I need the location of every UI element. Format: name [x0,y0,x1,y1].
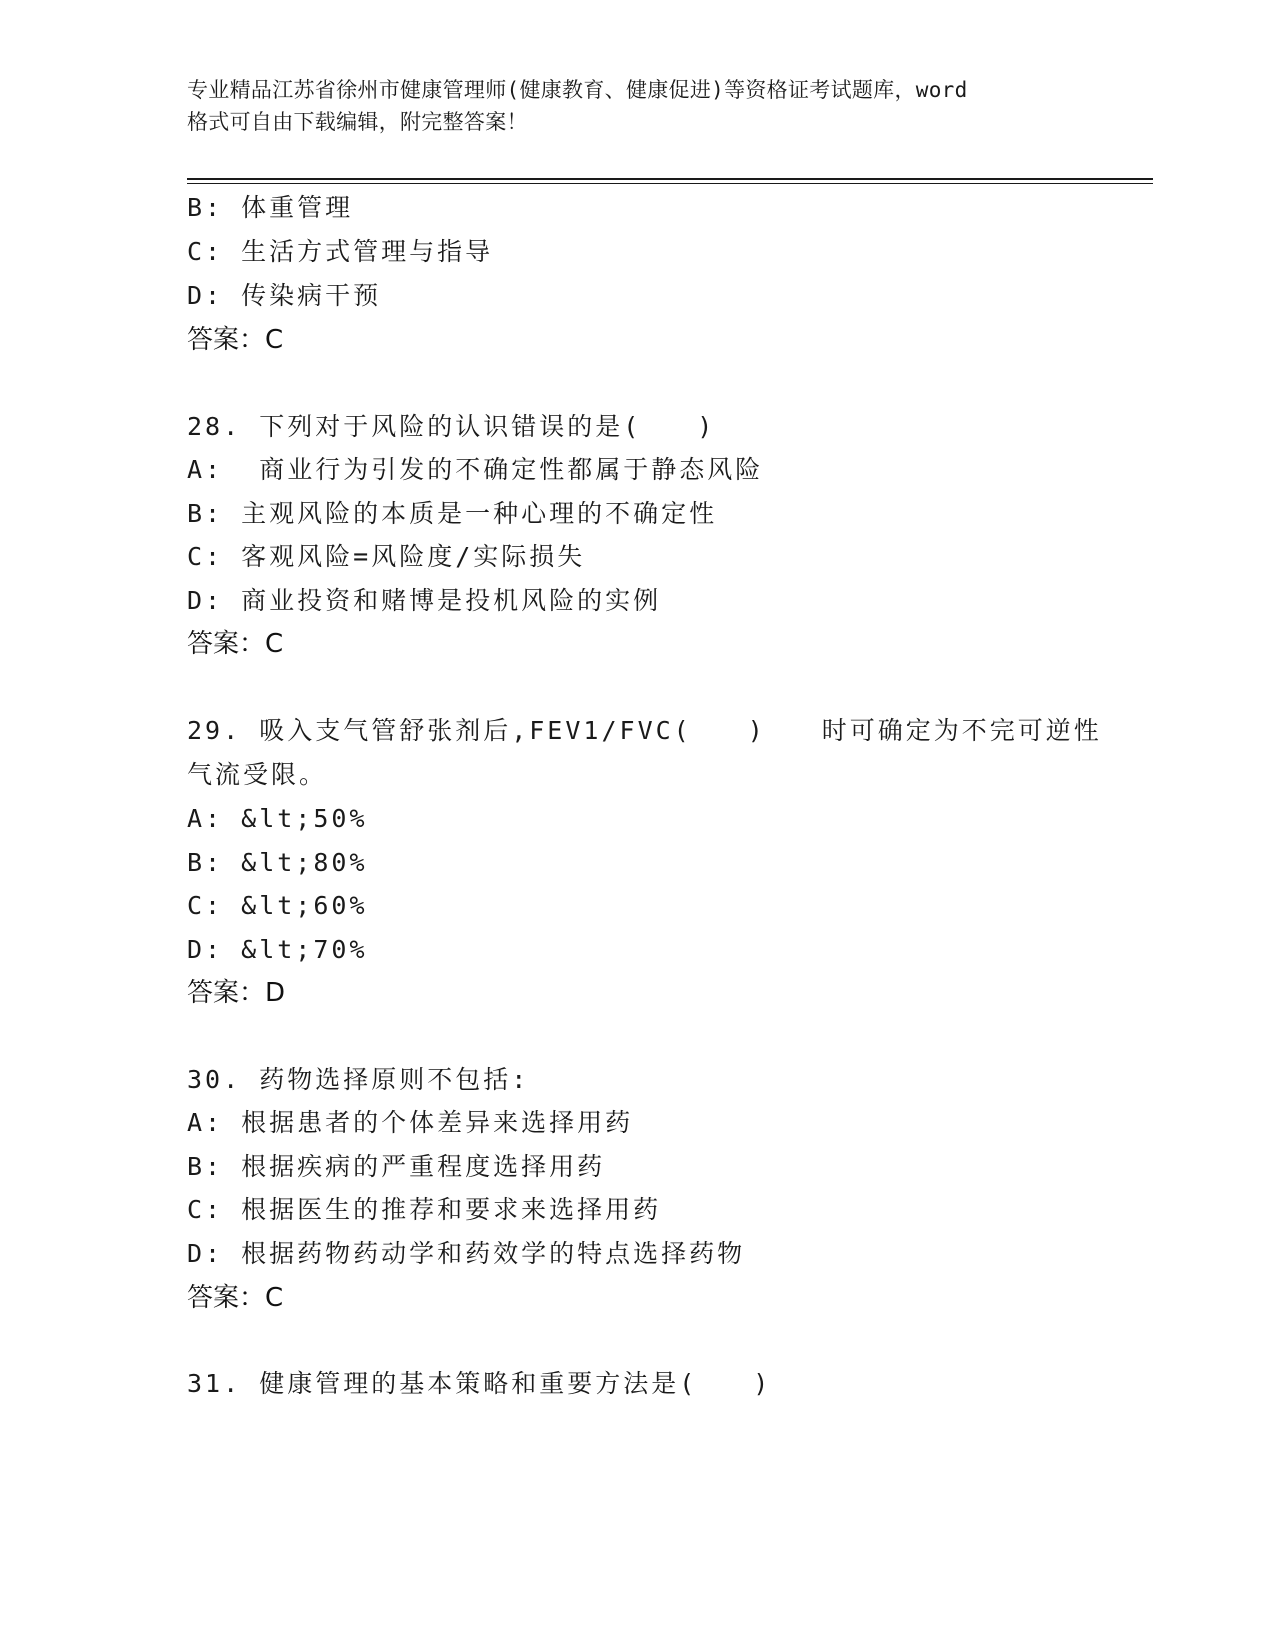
q29-option-b: B: &lt;80% [187,848,368,877]
q27-option-c: C: 生活方式管理与指导 [187,237,494,266]
q28-answer: 答案：C [187,629,284,659]
q28-option-d: D: 商业投资和赌博是投机风险的实例 [187,586,662,615]
q28-option-a: A: 商业行为引发的不确定性都属于静态风险 [187,455,764,484]
header-divider-thick [187,178,1153,180]
q29-question-line-2: 气流受限。 [187,760,328,789]
q29-option-c: C: &lt;60% [187,891,368,920]
q27-answer: 答案：C [187,325,284,355]
q28-option-c: C: 客观风险=风险度/实际损失 [187,542,586,571]
header-divider-thin [187,183,1153,184]
q29-question-line-1: 29. 吸入支气管舒张剂后,FEV1/FVC( ) 时可确定为不完可逆性 [187,716,1102,745]
q30-question: 30. 药物选择原则不包括: [187,1065,530,1094]
header-line-2: 格式可自由下载编辑，附完整答案！ [187,110,528,134]
q29-option-d: D: &lt;70% [187,935,368,964]
q30-option-b: B: 根据疾病的严重程度选择用药 [187,1152,606,1181]
q29-option-a: A: &lt;50% [187,804,368,833]
q30-option-c: C: 根据医生的推荐和要求来选择用药 [187,1195,662,1224]
q28-option-b: B: 主观风险的本质是一种心理的不确定性 [187,499,718,528]
document-header [187,74,1092,138]
q30-answer: 答案：C [187,1283,284,1313]
header-line-1: 专业精品江苏省徐州市健康管理师(健康教育、健康促进)等资格证考试题库，word [187,78,968,102]
q28-question: 28. 下列对于风险的认识错误的是( ) [187,412,716,441]
q29-answer: 答案：D [187,978,286,1008]
q27-option-d: D: 传染病干预 [187,281,382,310]
q27-option-b: B: 体重管理 [187,193,354,222]
q31-question: 31. 健康管理的基本策略和重要方法是( ) [187,1369,772,1398]
q30-option-a: A: 根据患者的个体差异来选择用药 [187,1108,634,1137]
q30-option-d: D: 根据药物药动学和药效学的特点选择药物 [187,1239,746,1268]
